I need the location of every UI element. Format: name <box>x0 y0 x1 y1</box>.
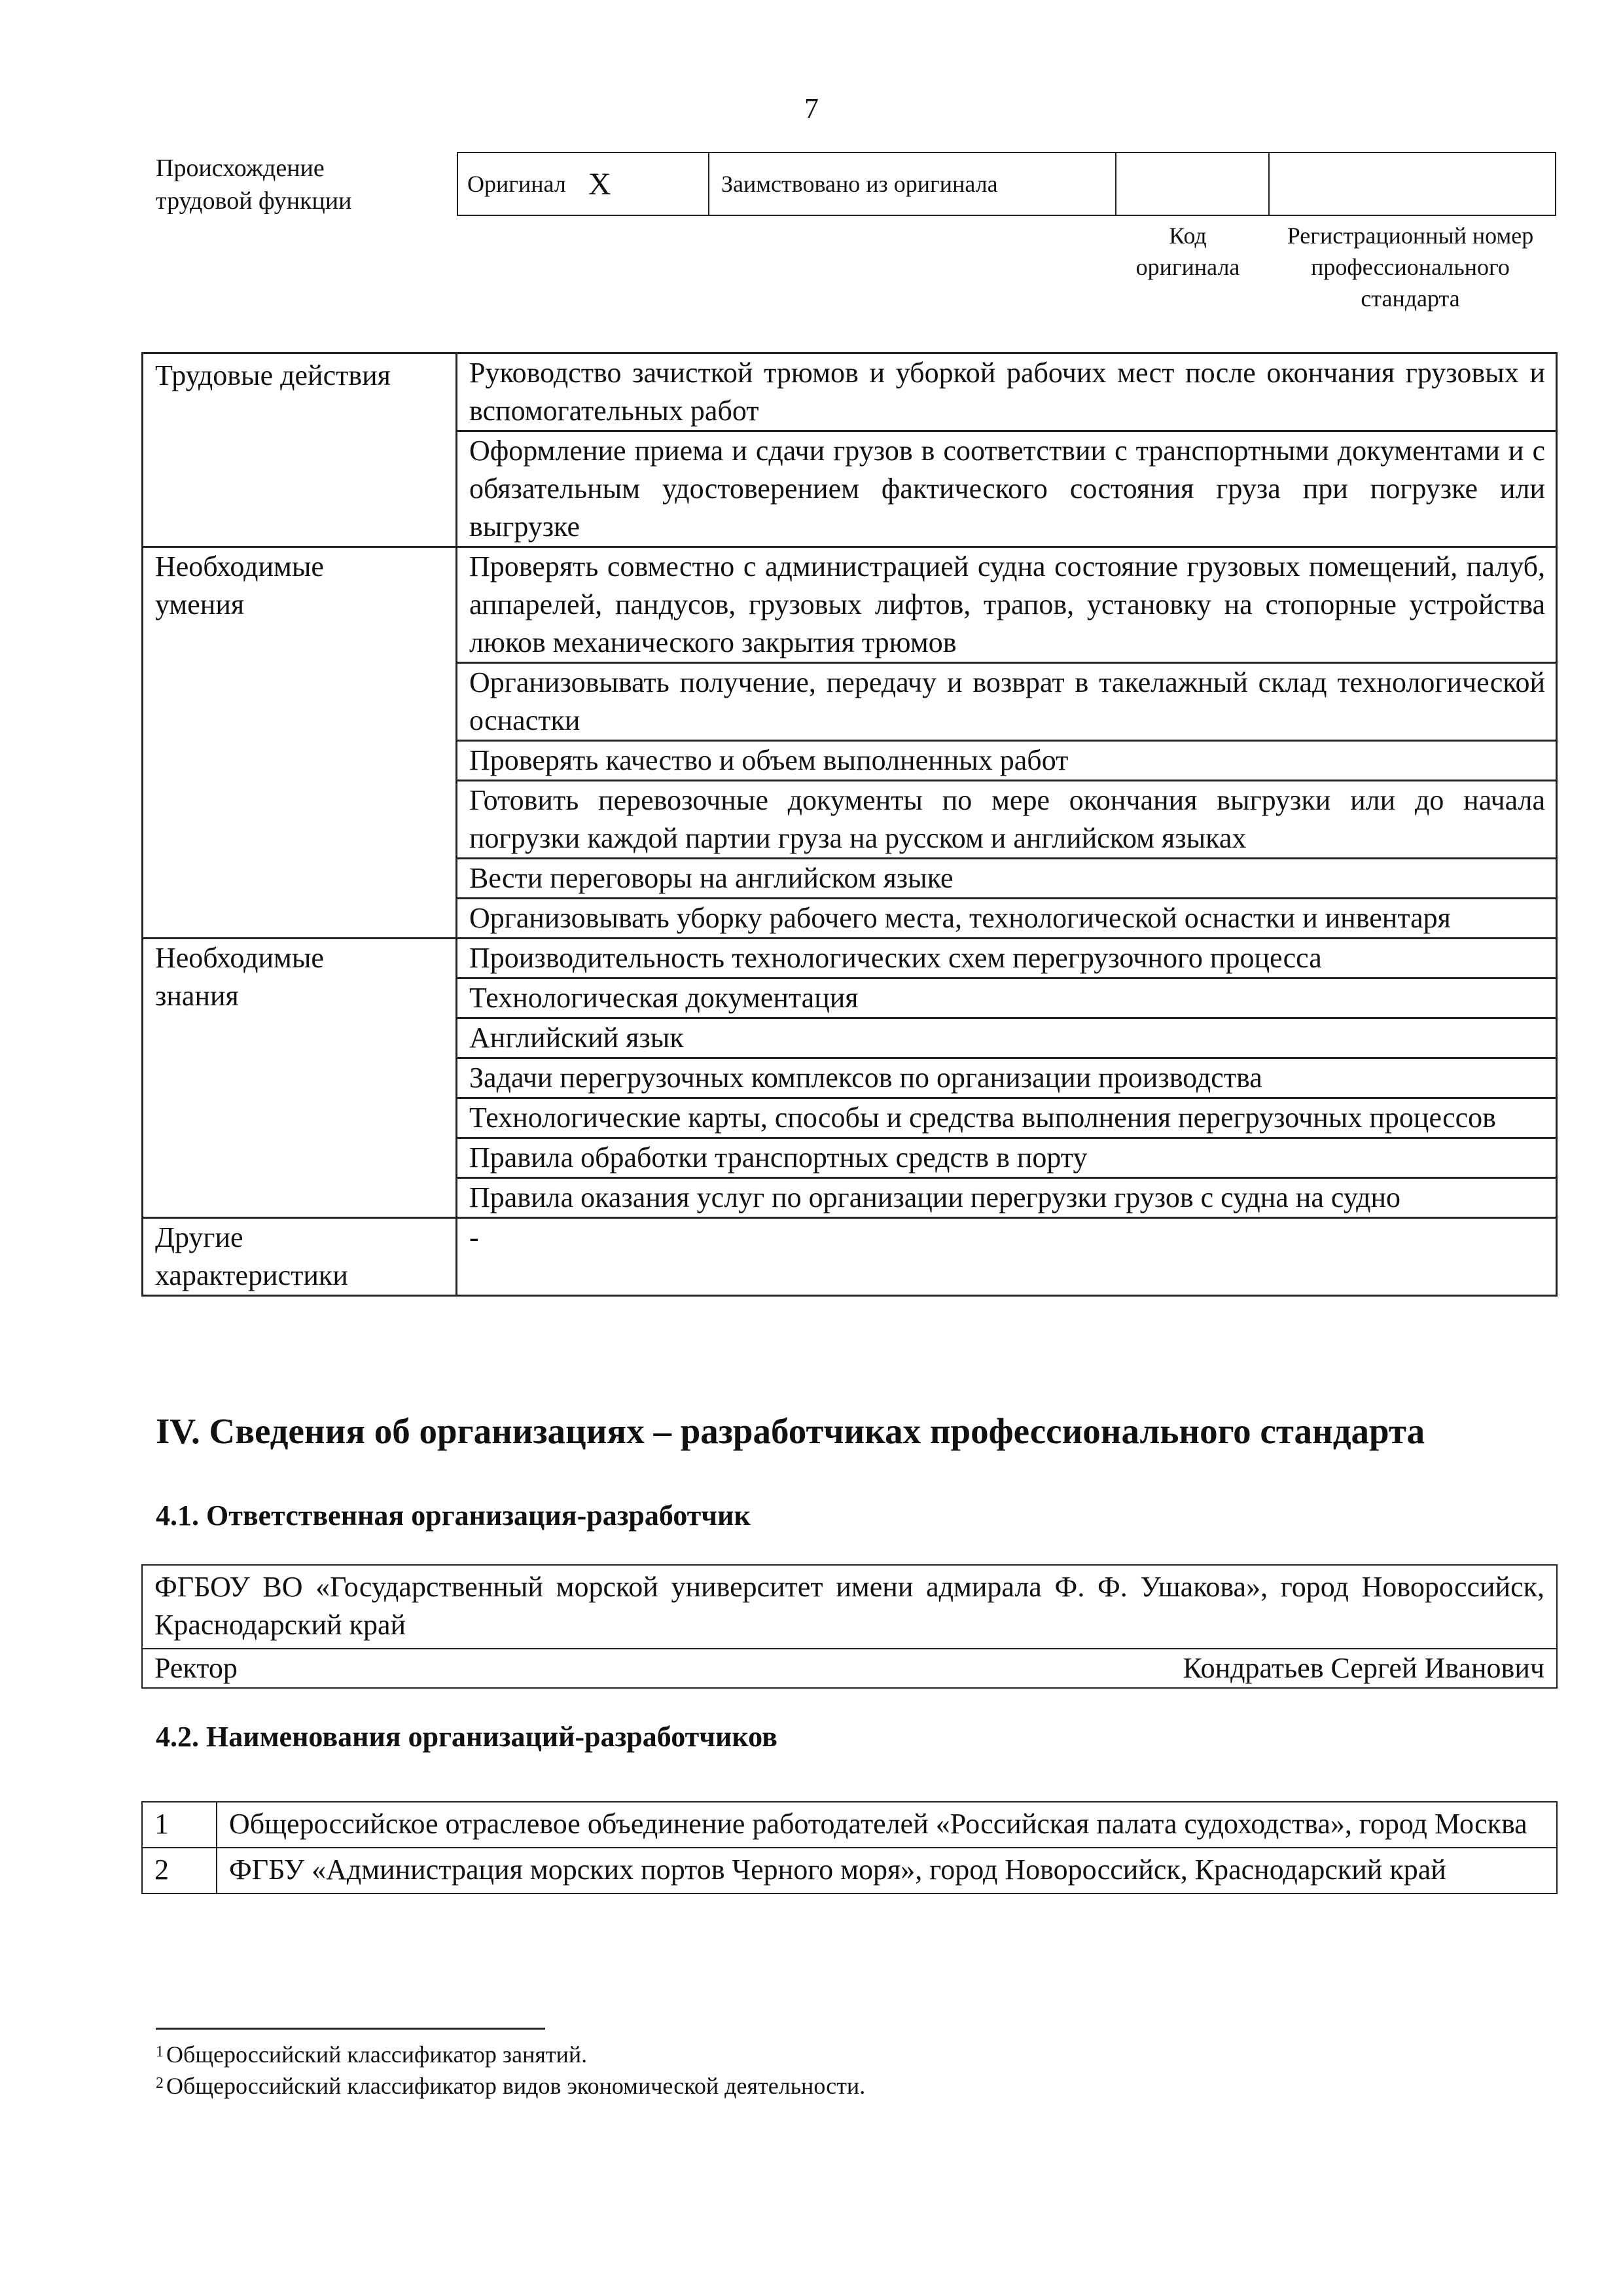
subsection-developers-title: 4.2. Наименования организаций-разработчиков <box>156 1721 777 1753</box>
knowledge-item: Производительность технологических схем перегрузочного процесса <box>457 939 1557 978</box>
other-value: - <box>457 1218 1557 1296</box>
footnote <box>156 2071 865 2101</box>
footnote-mark: 2 <box>156 2075 164 2092</box>
footnote-text: Общероссийский классификатор видов экономической деятельности. <box>166 2073 866 2099</box>
origin-reg-number-caption: Регистрационный номер профессионального стандарта <box>1287 223 1534 312</box>
developer-number: 1 <box>142 1802 217 1848</box>
developer-name: Общероссийское отраслевое объединение работодателей «Российская палата судоходства», город Москва <box>217 1802 1557 1848</box>
table-row <box>143 547 1557 663</box>
responsible-org-name: ФГБОУ ВО «Государственный морской университет имени адмирала Ф. Ф. Ушакова», город Новороссийск, Краснодарский край <box>154 1571 1544 1641</box>
responsible-org-table <box>141 1564 1558 1689</box>
labor-function-table <box>141 352 1558 1297</box>
footnote-divider <box>156 2028 545 2030</box>
knowledge-item: Правила обработки транспортных средств в порту <box>457 1138 1557 1178</box>
knowledge-item: Правила оказания услуг по организации перегрузки грузов с судна на судно <box>457 1178 1557 1218</box>
head-name: Кондратьев Сергей Иванович <box>1183 1652 1544 1684</box>
skill-item: Вести переговоры на английском языке <box>457 859 1557 899</box>
knowledge-item: Английский язык <box>457 1018 1557 1058</box>
origin-table <box>457 152 1556 216</box>
skill-item: Организовывать получение, передачу и возврат в такелажный склад технологической оснастки <box>457 663 1557 741</box>
developers-table <box>141 1801 1558 1894</box>
section-title: IV. Сведения об организациях – разработчиках профессионального стандарта <box>156 1411 1425 1451</box>
footnote <box>156 2039 587 2070</box>
footnote-text: Общероссийский классификатор занятий. <box>166 2041 588 2068</box>
table-row <box>143 353 1557 431</box>
origin-code-cell <box>1116 153 1270 215</box>
knowledge-item: Технологические карты, способы и средства выполнения перегрузочных процессов <box>457 1098 1557 1138</box>
origin-code-caption: Код оригинала <box>1135 223 1240 280</box>
skill-item: Готовить перевозочные документы по мере окончания выгрузки или до начала погрузки каждой партии груза на русском и английском языках <box>457 781 1557 859</box>
actions-label: Трудовые действия <box>143 353 457 547</box>
skill-item: Проверять совместно с администрацией судна состояние грузовых помещений, палуб, аппарелей, пандусов, грузовых лифтов, трапов, установку на стопорные устройства люков механического закрытия трюмов <box>457 547 1557 663</box>
origin-original-mark: X <box>588 166 611 202</box>
skill-item: Организовывать уборку рабочего места, технологической оснастки и инвентаря <box>457 899 1557 939</box>
origin-original-label: Оригинал <box>467 171 566 197</box>
subsection-responsible-title: 4.1. Ответственная организация-разработчик <box>156 1499 751 1532</box>
footnote-mark: 1 <box>156 2043 164 2060</box>
action-item: Оформление приема и сдачи грузов в соответствии с транспортными документами и с обязательным удостоверением фактического состояния груза при погрузке или выгрузке <box>457 431 1557 547</box>
origin-label: Происхождение трудовой функции <box>156 154 352 215</box>
action-item: Руководство зачисткой трюмов и уборкой рабочих мест после окончания грузовых и вспомогательных работ <box>457 353 1557 431</box>
origin-reg-number-cell <box>1270 153 1555 215</box>
responsible-org-head-row <box>143 1648 1556 1687</box>
origin-borrowed-cell <box>709 153 1116 215</box>
knowledge-item: Задачи перегрузочных комплексов по организации производства <box>457 1058 1557 1098</box>
origin-original-cell <box>458 153 709 215</box>
other-label: Другие характеристики <box>143 1218 457 1296</box>
table-row <box>143 939 1557 978</box>
origin-borrowed-label: Заимствовано из оригинала <box>721 171 998 197</box>
page-number: 7 <box>804 92 819 124</box>
developer-name: ФГБУ «Администрация морских портов Черного моря», город Новороссийск, Краснодарский край <box>217 1848 1557 1893</box>
skill-item: Проверять качество и объем выполненных работ <box>457 741 1557 781</box>
knowledge-label: Необходимые знания <box>143 939 457 1218</box>
table-row <box>142 1802 1557 1848</box>
table-row <box>143 1218 1557 1296</box>
developer-number: 2 <box>142 1848 217 1893</box>
skills-label: Необходимые умения <box>143 547 457 939</box>
table-row <box>142 1848 1557 1893</box>
knowledge-item: Технологическая документация <box>457 978 1557 1018</box>
head-position: Ректор <box>154 1652 238 1684</box>
